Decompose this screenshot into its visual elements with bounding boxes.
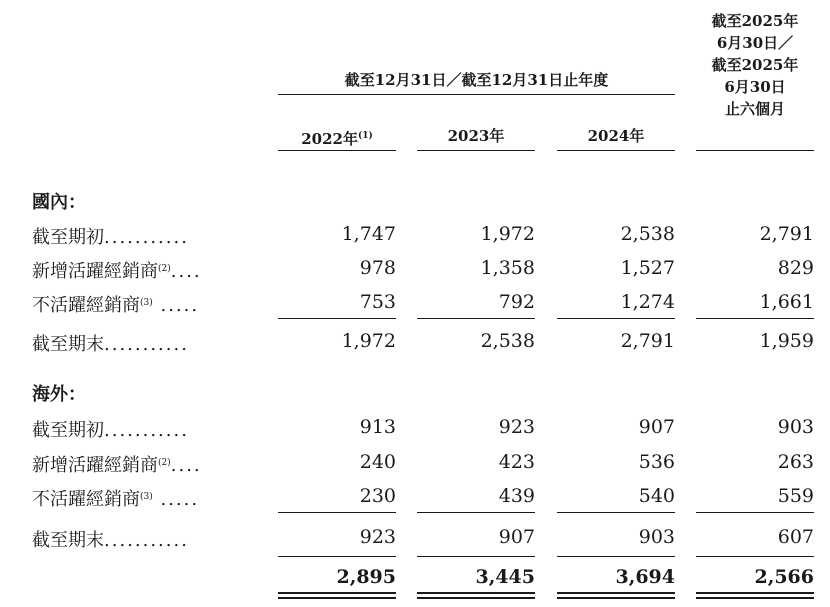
cell-value: 2,538: [620, 223, 675, 245]
section-overseas-title: 海外：: [32, 384, 86, 405]
cell-value: 240: [359, 451, 396, 473]
cell-value: 829: [777, 257, 814, 279]
cell-value: 607: [777, 526, 814, 548]
header-year-2024: [557, 125, 675, 147]
cell-value: 903: [638, 526, 675, 548]
row-label: 截至期末...........: [32, 334, 189, 355]
subtotal-rule: [696, 318, 814, 319]
cell-value: 1,972: [341, 330, 396, 352]
total-value: 3,445: [475, 566, 535, 588]
cell-value: 978: [359, 257, 396, 279]
subtotal-rule: [278, 318, 396, 319]
cell-value: 907: [498, 526, 535, 548]
total-top-rule: [278, 556, 396, 557]
cell-value: 1,972: [480, 223, 535, 245]
year-label: 2022年: [301, 130, 358, 148]
cell-value: 439: [498, 485, 535, 507]
total-double-rule: [278, 592, 396, 599]
cell-value: 903: [777, 416, 814, 438]
header-last-line-2: 6月30日／: [716, 34, 794, 52]
header-last-line-1: 截至2025年: [711, 12, 799, 30]
col2-header-rule: [417, 150, 535, 151]
cell-value: 1,747: [341, 223, 396, 245]
total-value: 3,694: [615, 566, 675, 588]
section-domestic-title: 國內：: [32, 192, 86, 213]
cell-value: 913: [359, 416, 396, 438]
cell-value: 753: [359, 291, 396, 313]
total-double-rule: [696, 592, 814, 599]
year-label: 2024年: [587, 127, 645, 145]
cell-value: 792: [498, 291, 535, 313]
header-year-2022: [278, 125, 396, 150]
cell-value: 1,358: [480, 257, 535, 279]
cell-value: 923: [359, 526, 396, 548]
total-top-rule: [696, 556, 814, 557]
row-label: 不活躍經銷商$^{(3)}$ .....: [32, 489, 200, 510]
cell-value: 907: [638, 416, 675, 438]
header-span-rule: [278, 94, 675, 95]
year-note: (1): [357, 131, 373, 141]
cell-value: 1,274: [620, 291, 675, 313]
row-label: 截至期末...........: [32, 530, 189, 551]
row-label: 新增活躍經銷商$^{(2)}$....: [32, 455, 202, 476]
subtotal-rule: [696, 512, 814, 513]
subtotal-rule: [557, 318, 675, 319]
cell-value: 263: [777, 451, 814, 473]
header-last-line-4: 6月30日: [724, 78, 786, 96]
header-span-title: 截至12月31日／截至12月31日止年度: [344, 71, 609, 89]
cell-value: 1,959: [759, 330, 814, 352]
row-label: 新增活躍經銷商$^{(2)}$....: [32, 261, 202, 282]
total-double-rule: [557, 592, 675, 599]
subtotal-rule: [278, 512, 396, 513]
total-value: 2,895: [336, 566, 396, 588]
total-top-rule: [417, 556, 535, 557]
cell-value: 2,791: [759, 223, 814, 245]
col3-header-rule: [557, 150, 675, 151]
cell-value: 540: [638, 485, 675, 507]
cell-value: 230: [359, 485, 396, 507]
cell-value: 2,538: [480, 330, 535, 352]
subtotal-rule: [417, 318, 535, 319]
row-label: 不活躍經銷商$^{(3)}$ .....: [32, 295, 200, 316]
header-year-2023: [417, 125, 535, 147]
total-top-rule: [557, 556, 675, 557]
col4-header-rule: [696, 150, 814, 151]
year-label: 2023年: [447, 127, 505, 145]
header-last-line-5: 止六個月: [724, 100, 785, 118]
cell-value: 423: [498, 451, 535, 473]
cell-value: 923: [498, 416, 535, 438]
header-last-line-3: 截至2025年: [711, 56, 799, 74]
subtotal-rule: [417, 512, 535, 513]
total-double-rule: [417, 592, 535, 599]
header-last-col: [696, 10, 814, 120]
cell-value: 2,791: [620, 330, 675, 352]
cell-value: 536: [638, 451, 675, 473]
cell-value: 1,527: [620, 257, 675, 279]
row-label: 截至期初...........: [32, 227, 189, 248]
subtotal-rule: [557, 512, 675, 513]
cell-value: 559: [777, 485, 814, 507]
col1-header-rule: [278, 150, 396, 151]
cell-value: 1,661: [759, 291, 814, 313]
total-value: 2,566: [754, 566, 814, 588]
row-label: 截至期初...........: [32, 420, 189, 441]
